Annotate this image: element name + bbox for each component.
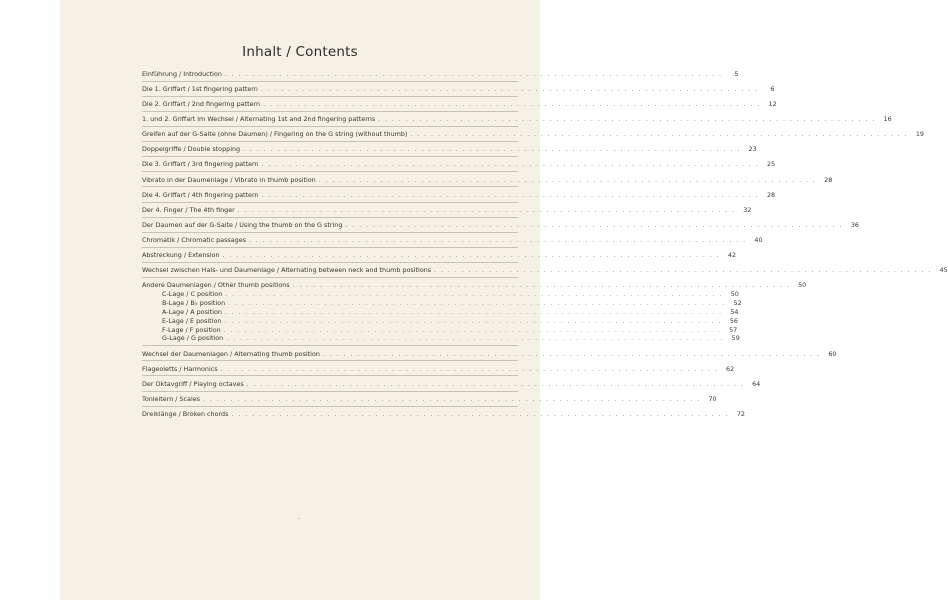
toc-divider <box>142 171 518 172</box>
toc-page-number: 42 <box>727 250 737 259</box>
dot-leader: . . . . . . . . . . . . . . . . . . . . . . . . . . . . . . . . . . . . . . . . . . . . . . . . . . . . . . . . . . . . . . . . . . . . . . . . . <box>224 316 722 325</box>
toc-entry[interactable] <box>142 190 776 200</box>
toc-entry-label: Andere Daumenlagen / Other thumb positions <box>142 281 290 290</box>
toc-divider <box>142 391 518 392</box>
toc-page-number: 36 <box>850 220 859 229</box>
dot-leader: . . . . . . . . . . . . . . . . . . . . . . . . . . . . . . . . . . . . . . . . . . . . . . . . . . . . . . . . . . . . . . . . . . . . . . . . . <box>220 364 719 373</box>
toc-entry[interactable] <box>142 364 735 374</box>
dot-leader: . . . . . . . . . . . . . . . . . . . . . . . . . . . . . . . . . . . . . . . . . . . . . . . . . . . . . . . . . . . . . . . . . . . . . . . . . <box>203 394 701 403</box>
dot-leader: . . . . . . . . . . . . . . . . . . . . . . . . . . . . . . . . . . . . . . . . . . . . . . . . . . . . . . . . . . . . . . . . . . . . . . . . . <box>225 289 723 298</box>
toc-entry-label: Chromatik / Chromatic passages <box>142 235 246 244</box>
toc-entry-label: 1. und 2. Griffart im Wechsel / Alternating 1st and 2nd fingering patterns <box>142 115 376 124</box>
toc-entry[interactable] <box>142 394 717 404</box>
dot-leader: . . . . . . . . . . . . . . . . . . . . . . . . . . . . . . . . . . . . . . . . . . . . . . . . . . . . . . . . . . . . . . . . . . . . . . . . . <box>249 235 747 244</box>
toc-sub-entry-label: G-Lage / G position <box>162 334 224 343</box>
toc-entry-label: Tonleitern / Scales <box>142 394 201 403</box>
toc-entry[interactable] <box>142 281 807 290</box>
toc-page-number: 54 <box>730 307 739 316</box>
toc-entry[interactable] <box>142 69 739 79</box>
toc-divider <box>142 186 518 187</box>
toc-entry[interactable] <box>142 130 924 139</box>
toc-page-number: 52 <box>733 298 742 307</box>
dot-leader: . . . . . . . . . . . . . . . . . . . . . . . . . . . . . . . . . . . . . . . . . . . . . . . . . . . . . . . . . . . . . . . . . . . . . . . . . <box>410 130 908 139</box>
toc-entry[interactable] <box>142 379 761 389</box>
toc-entry-label: Die 4. Griffart / 4th fingering pattern <box>142 190 259 199</box>
toc-entry[interactable] <box>142 100 777 109</box>
toc-page-number: 16 <box>883 115 892 124</box>
dot-leader: . . . . . . . . . . . . . . . . . . . . . . . . . . . . . . . . . . . . . . . . . . . . . . . . . . . . . . . . . . . . . . . . . . . . . . . . . <box>231 409 729 418</box>
toc-entry-label: Der Daumen auf der G-Saite / Using the thumb on the G string <box>142 220 343 229</box>
toc-divider <box>142 375 518 376</box>
dot-leader: . . . . . . . . . . . . . . . . . . . . . . . . . . . . . . . . . . . . . . . . . . . . . . . . . . . . . . . . . . . . . . . . . . . . . . . . . <box>318 175 817 184</box>
toc-page-number: 6 <box>770 85 775 94</box>
toc-entry-label: Vibrato in der Daumenlage / Vibrato in thumb position <box>142 175 316 184</box>
toc-page-number: 40 <box>754 235 763 244</box>
toc-divider <box>142 96 518 97</box>
toc-divider <box>142 262 518 263</box>
toc-entry[interactable] <box>142 145 757 154</box>
dot-leader: . . . . . . . . . . . . . . . . . . . . . . . . . . . . . . . . . . . . . . . . . . . . . . . . . . . . . . . . . . . . . . . . . . . . . . . . . <box>322 349 821 358</box>
toc-sub-entry[interactable] <box>142 325 738 335</box>
toc-divider <box>142 156 518 157</box>
table-of-contents <box>142 69 948 419</box>
toc-page-number: 5 <box>734 69 739 78</box>
toc-entry[interactable] <box>142 250 737 260</box>
toc-entry[interactable] <box>142 220 859 230</box>
dot-leader: . . . . . . . . . . . . . . . . . . . . . . . . . . . . . . . . . . . . . . . . . . . . . . . . . . . . . . . . . . . . . . . . . . . . . . . . . <box>224 307 723 316</box>
toc-entry[interactable] <box>142 205 752 215</box>
toc-entry-label: Der Oktavgriff / Playing octaves <box>142 379 244 388</box>
toc-divider <box>142 126 518 127</box>
toc-entry[interactable] <box>142 115 892 124</box>
toc-entry-label: Wechsel der Daumenlagen / Alternating thumb position <box>142 349 320 358</box>
toc-entry[interactable] <box>142 266 948 275</box>
toc-page-number: 25 <box>767 160 776 169</box>
toc-divider <box>142 232 518 233</box>
dot-leader: . . . . . . . . . . . . . . . . . . . . . . . . . . . . . . . . . . . . . . . . . . . . . . . . . . . . . . . . . . . . . . . . . . . . . . . . . <box>228 298 726 307</box>
toc-page-number: 57 <box>729 325 738 334</box>
toc-page-number: 19 <box>915 130 924 139</box>
toc-entry-label: Die 3. Griffart / 3rd fingering pattern <box>142 160 259 169</box>
toc-page-number: 23 <box>748 145 757 154</box>
toc-entry-label: Einführung / Introduction <box>142 69 222 78</box>
dot-leader: . . . . . . . . . . . . . . . . . . . . . . . . . . . . . . . . . . . . . . . . . . . . . . . . . . . . . . . . . . . . . . . . . . . . . . . . . <box>222 250 721 259</box>
toc-sub-entry-label: A-Lage / A position <box>162 307 222 316</box>
dot-leader: . . . . . . . . . . . . . . . . . . . . . . . . . . . . . . . . . . . . . . . . . . . . . . . . . . . . . . . . . . . . . . . . . . . . . . . . . <box>261 160 760 169</box>
toc-page-number: 72 <box>736 409 745 418</box>
toc-page-number: 12 <box>768 100 777 109</box>
toc-page-number: 28 <box>766 190 776 199</box>
dot-leader: . . . . . . . . . . . . . . . . . . . . . . . . . . . . . . . . . . . . . . . . . . . . . . . . . . . . . . . . . . . . . . . . . . . . . . . . . <box>261 190 760 199</box>
toc-page-number: 64 <box>752 379 761 388</box>
toc-entry-label: Flageoletts / Harmonics <box>142 364 218 373</box>
toc-entry[interactable] <box>142 235 763 245</box>
toc-entry-label: Dreiklänge / Broken chords <box>142 409 229 418</box>
toc-entry[interactable] <box>142 85 775 94</box>
toc-divider <box>142 81 518 82</box>
toc-page-number: 50 <box>730 289 739 298</box>
toc-page-number: 56 <box>729 316 738 325</box>
toc-entry[interactable] <box>142 175 833 185</box>
toc-entry[interactable] <box>142 160 776 169</box>
toc-sub-entry-label: F-Lage / F position <box>162 325 221 334</box>
toc-page-number: 59 <box>731 334 740 343</box>
paper-speck <box>298 518 300 519</box>
toc-page-number: 32 <box>743 205 752 214</box>
toc-entry-label: Wechsel zwischen Hals- und Daumenlage / Alternating between neck and thumb positions <box>142 266 432 274</box>
dot-leader: . . . . . . . . . . . . . . . . . . . . . . . . . . . . . . . . . . . . . . . . . . . . . . . . . . . . . . . . . . . . . . . . . . . . . . . . . <box>378 115 876 124</box>
dot-leader: . . . . . . . . . . . . . . . . . . . . . . . . . . . . . . . . . . . . . . . . . . . . . . . . . . . . . . . . . . . . . . . . . . . . . . . . . <box>237 205 736 214</box>
book-page <box>60 0 948 600</box>
toc-divider <box>142 217 518 218</box>
toc-divider <box>142 345 518 346</box>
toc-sub-entry[interactable] <box>142 289 739 299</box>
toc-divider <box>142 202 518 203</box>
dot-leader: . . . . . . . . . . . . . . . . . . . . . . . . . . . . . . . . . . . . . . . . . . . . . . . . . . . . . . . . . . . . . . . . . . . . . . . . . <box>243 145 741 154</box>
toc-page-number: 50 <box>798 281 807 290</box>
dot-leader: . . . . . . . . . . . . . . . . . . . . . . . . . . . . . . . . . . . . . . . . . . . . . . . . . . . . . . . . . . . . . . . . . . . . . . . . . <box>292 281 791 290</box>
toc-entry-label: Die 1. Griffart / 1st fingering pattern <box>142 85 258 94</box>
toc-sub-entry-label: B-Lage / B♭ position <box>162 298 226 307</box>
toc-page-number: 70 <box>708 394 717 403</box>
dot-leader: . . . . . . . . . . . . . . . . . . . . . . . . . . . . . . . . . . . . . . . . . . . . . . . . . . . . . . . . . . . . . . . . . . . . . . . . . <box>224 69 723 78</box>
toc-sub-entry-label: C-Lage / C position <box>162 289 223 298</box>
toc-divider <box>142 247 518 248</box>
toc-sub-entry[interactable] <box>142 298 742 308</box>
toc-entry[interactable] <box>142 349 837 359</box>
toc-divider <box>142 277 518 278</box>
toc-divider <box>142 406 518 407</box>
toc-divider <box>142 360 518 361</box>
toc-page-number: 62 <box>726 364 735 373</box>
toc-entry-label: Der 4. Finger / The 4th finger <box>142 205 235 214</box>
toc-sub-entry[interactable] <box>142 307 739 317</box>
dot-leader: . . . . . . . . . . . . . . . . . . . . . . . . . . . . . . . . . . . . . . . . . . . . . . . . . . . . . . . . . . . . . . . . . . . . . . . . . <box>223 325 722 334</box>
dot-leader: . . . . . . . . . . . . . . . . . . . . . . . . . . . . . . . . . . . . . . . . . . . . . . . . . . . . . . . . . . . . . . . . . . . . . . . . . <box>260 85 759 94</box>
toc-page-number: 28 <box>824 175 833 184</box>
dot-leader: . . . . . . . . . . . . . . . . . . . . . . . . . . . . . . . . . . . . . . . . . . . . . . . . . . . . . . . . . . . . . . . . . . . . . . . . . <box>345 220 843 229</box>
toc-entry-label: Doppelgriffe / Double stopping <box>142 145 241 154</box>
toc-entry-label: Die 2. Griffart / 2nd fingering pattern <box>142 100 261 109</box>
dot-leader: . . . . . . . . . . . . . . . . . . . . . . . . . . . . . . . . . . . . . . . . . . . . . . . . . . . . . . . . . . . . . . . . . . . . . . . . . <box>263 100 761 109</box>
toc-page-number: 60 <box>828 349 837 358</box>
dot-leader: . . . . . . . . . . . . . . . . . . . . . . . . . . . . . . . . . . . . . . . . . . . . . . . . . . . . . . . . . . . . . . . . . . . . . . . . . <box>434 266 932 274</box>
toc-divider <box>142 111 518 112</box>
toc-sub-entry-label: E-Lage / E position <box>162 316 222 325</box>
page-title: Inhalt / Contents <box>242 44 358 60</box>
toc-sub-entry[interactable] <box>142 334 740 343</box>
toc-page-number: 45 <box>939 266 948 274</box>
toc-divider <box>142 141 518 142</box>
toc-entry-label: Abstreckung / Extension <box>142 250 220 259</box>
toc-sub-entry[interactable] <box>142 316 738 326</box>
dot-leader: . . . . . . . . . . . . . . . . . . . . . . . . . . . . . . . . . . . . . . . . . . . . . . . . . . . . . . . . . . . . . . . . . . . . . . . . . <box>246 379 745 388</box>
toc-entry[interactable] <box>142 409 745 419</box>
toc-entry-label: Greifen auf der G-Saite (ohne Daumen) / Fingering on the G string (without thumb) <box>142 130 408 139</box>
dot-leader: . . . . . . . . . . . . . . . . . . . . . . . . . . . . . . . . . . . . . . . . . . . . . . . . . . . . . . . . . . . . . . . . . . . . . . . . . <box>226 334 724 343</box>
